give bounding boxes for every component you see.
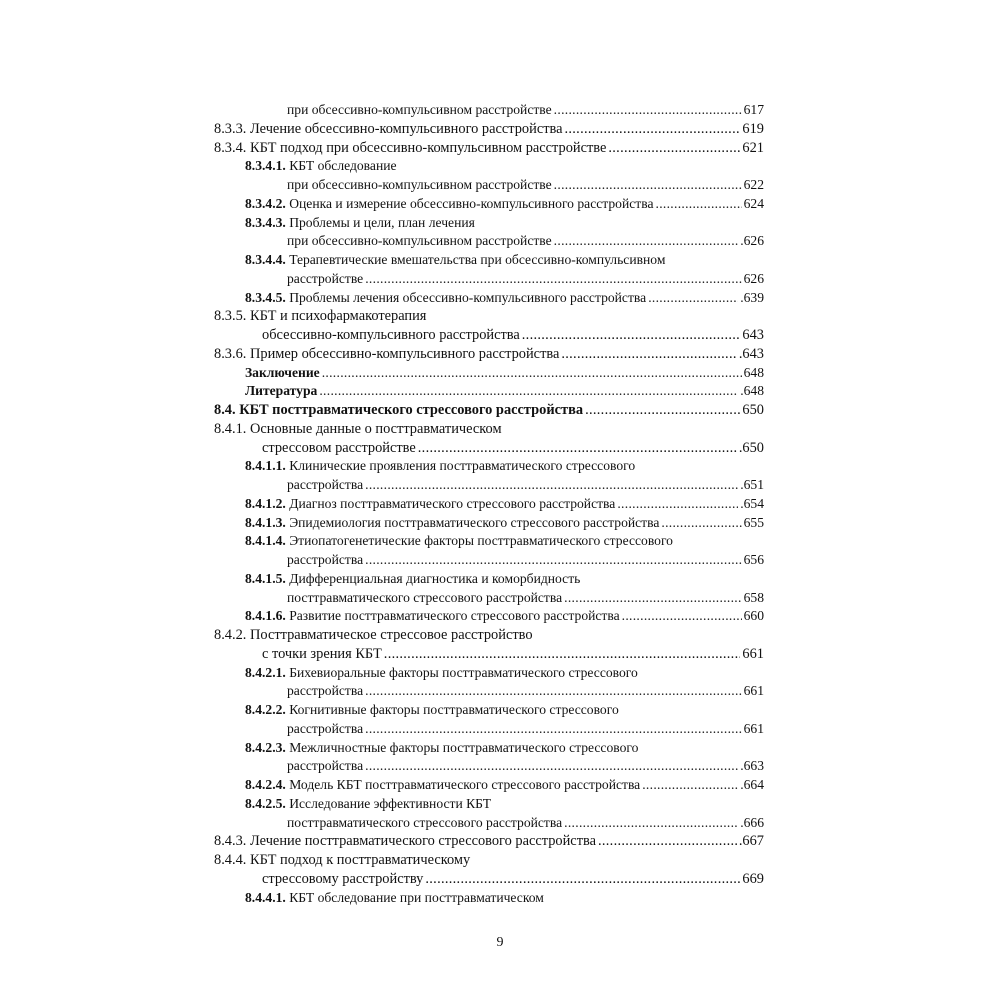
toc-entry-number: 8.4.2.4. xyxy=(245,777,286,792)
toc-entry-title: Исследование эффективности КБТ xyxy=(289,795,492,811)
toc-entry-page: .663 xyxy=(740,758,764,774)
toc-entry-number: 8.3.4.2. xyxy=(245,195,286,211)
toc-entry-title: расстройстве xyxy=(287,270,364,286)
dot-leader xyxy=(661,514,741,533)
dot-leader xyxy=(554,101,742,120)
toc-entry xyxy=(214,420,764,439)
toc-entry-title: расстройства xyxy=(287,477,364,492)
dot-leader xyxy=(656,195,742,214)
toc-entry xyxy=(214,739,764,758)
toc-entry xyxy=(214,120,764,139)
toc-entry-page: 650 xyxy=(742,402,764,418)
dot-leader xyxy=(522,326,741,345)
toc-entry-page: .651 xyxy=(740,477,764,492)
toc-entry-title: КБТ обследование при посттравматическом xyxy=(289,889,544,905)
toc-entry-number: 8.4.1. xyxy=(214,420,247,437)
toc-entry-title: Пример обсессивно-компульсивного расстройства xyxy=(250,345,560,362)
toc-entry-title: с точки зрения КБТ xyxy=(262,645,382,662)
toc-entry-title: Лечение посттравматического стрессового расстройства xyxy=(250,833,596,850)
toc-entry-page: 661 xyxy=(743,720,764,736)
toc-entry xyxy=(214,307,764,326)
toc-entry xyxy=(214,626,764,645)
toc-entry-number: 8.3.3. xyxy=(214,120,247,137)
toc-entry-number: 8.3.4.1. xyxy=(245,158,286,174)
toc-entry-title: расстройства xyxy=(287,552,364,567)
toc-entry xyxy=(214,476,764,495)
toc-entry-page: .639 xyxy=(740,289,764,305)
toc-entry xyxy=(214,607,764,626)
toc-entry-number: 8.4.2.3. xyxy=(245,739,286,755)
toc-entry-number: 8.3.4.5. xyxy=(245,289,286,305)
toc-entry-number: 8.3.6. xyxy=(214,345,247,362)
toc-entry xyxy=(214,514,764,533)
toc-entry-title: КБТ обследование xyxy=(289,158,397,174)
toc-entry-title: Литература xyxy=(245,383,318,399)
dot-leader xyxy=(365,551,741,570)
toc-entry-page: 643 xyxy=(742,327,764,343)
toc-entry-title: Проблемы лечения обсессивно-компульсивного расстройства xyxy=(289,289,647,305)
toc-entry-page: 624 xyxy=(743,195,764,211)
toc-entry-title: КБТ подход к посттравматическому xyxy=(250,852,471,868)
toc-entry xyxy=(214,289,764,308)
toc-entry-number: 8.3.5. xyxy=(214,308,247,325)
dot-leader xyxy=(564,120,740,139)
toc-entry-page: 658 xyxy=(743,589,764,605)
toc-entry-number: 8.4.1.6. xyxy=(245,608,286,624)
toc-entry-title: при обсессивно-компульсивном расстройстве xyxy=(287,233,552,249)
dot-leader xyxy=(561,345,736,364)
toc-entry-number: 8.4.2.5. xyxy=(245,795,286,811)
toc-entry-number: 8.4.2.1. xyxy=(245,664,286,680)
toc-entry-title: Лечение обсессивно-компульсивного расстройства xyxy=(250,120,563,137)
dot-leader xyxy=(418,439,737,458)
dot-leader xyxy=(598,832,737,851)
dot-leader xyxy=(564,589,741,608)
toc-entry xyxy=(214,345,764,364)
toc-entry-page: .643 xyxy=(738,345,764,362)
toc-entry-page: 656 xyxy=(743,552,764,567)
toc-entry xyxy=(214,457,764,476)
toc-entry xyxy=(214,889,764,908)
toc-entry-title: КБТ подход при обсессивно-компульсивном расстройстве xyxy=(250,139,607,156)
toc-entry-page: 619 xyxy=(742,120,764,137)
toc-entry-page: 648 xyxy=(743,364,764,380)
toc-entry xyxy=(214,157,764,176)
toc-entry xyxy=(214,701,764,720)
dot-leader xyxy=(322,364,742,383)
toc-entry xyxy=(214,364,764,383)
toc-entry-title: посттравматического стрессового расстройства xyxy=(287,814,563,830)
dot-leader xyxy=(365,720,741,739)
toc-entry xyxy=(214,795,764,814)
toc-entry-title: Бихевиоральные факторы посттравматического стрессового xyxy=(289,664,638,680)
toc-entry-title: Диагноз посттравматического стрессового расстройства xyxy=(289,495,616,511)
toc-entry xyxy=(214,551,764,570)
dot-leader xyxy=(554,176,742,195)
toc-entry xyxy=(214,851,764,870)
dot-leader xyxy=(365,476,738,495)
toc-entry-title: посттравматического стрессового расстройства xyxy=(287,589,563,605)
toc-entry xyxy=(214,495,764,514)
toc-entry-title: Эпидемиология посттравматического стрессового расстройства xyxy=(289,514,660,530)
toc-entry-title: Этиопатогенетические факторы посттравматического стрессового xyxy=(289,533,673,549)
toc-entry xyxy=(214,757,764,776)
toc-entry xyxy=(214,270,764,289)
dot-leader xyxy=(384,645,741,664)
toc-entry xyxy=(214,776,764,795)
toc-entry-title: Посттравматическое стрессовое расстройство xyxy=(250,627,533,643)
toc-entry-title: расстройства xyxy=(287,720,364,736)
toc-entry-number: 8.3.4.4. xyxy=(245,252,286,267)
toc-entry-page: 661 xyxy=(743,683,764,699)
toc-entry-number: 8.3.4. xyxy=(214,139,247,156)
toc-entry-title: Межличностные факторы посттравматического стрессового xyxy=(289,739,639,755)
toc-entry-number: 8.4.2.2. xyxy=(245,702,286,717)
toc-entry xyxy=(214,439,764,458)
toc-entry xyxy=(214,214,764,233)
dot-leader xyxy=(365,270,741,289)
toc-entry-number: 8.4.4. xyxy=(214,852,247,868)
toc-entry xyxy=(214,570,764,589)
toc-entry-title: Оценка и измерение обсессивно-компульсивного расстройства xyxy=(289,195,654,211)
toc-entry-page: .648 xyxy=(740,383,764,399)
dot-leader xyxy=(648,289,738,308)
toc-entry-title: КБТ и психофармакотерапия xyxy=(250,308,427,325)
toc-entry-number: 8.4. xyxy=(214,402,236,418)
toc-entry-title: Развитие посттравматического стрессового расстройства xyxy=(289,608,620,624)
toc-entry-page: 660 xyxy=(743,608,764,624)
toc-entry-title: Основные данные о посттравматическом xyxy=(250,420,502,437)
toc-entry xyxy=(214,645,764,664)
toc-entry xyxy=(214,664,764,683)
dot-leader xyxy=(319,382,738,401)
toc-entry-number: 8.3.4.3. xyxy=(245,214,286,230)
toc-entry xyxy=(214,382,764,401)
toc-entry xyxy=(214,101,764,120)
toc-entry-title: Модель КБТ посттравматического стрессового расстройства xyxy=(289,777,641,792)
toc-entry-page: 622 xyxy=(743,177,764,192)
toc-entry xyxy=(214,326,764,345)
toc-entry-title: КБТ посттравматического стрессового расстройства xyxy=(239,402,584,418)
dot-leader xyxy=(554,232,739,251)
dot-leader xyxy=(617,495,738,514)
toc-entry-title: расстройства xyxy=(287,758,364,774)
toc-entry xyxy=(214,832,764,851)
toc-entry-title: Заключение xyxy=(245,364,320,380)
toc-entry-title: стрессовому расстройству xyxy=(262,870,424,887)
toc-entry-title: обсессивно-компульсивного расстройства xyxy=(262,327,520,343)
table-of-contents xyxy=(214,101,764,907)
toc-entry-title: при обсессивно-компульсивном расстройстве xyxy=(287,177,552,192)
toc-entry-page: .650 xyxy=(738,439,764,456)
toc-entry-title: Проблемы и цели, план лечения xyxy=(289,214,475,230)
dot-leader xyxy=(608,139,740,158)
toc-entry-page: .667 xyxy=(738,833,764,850)
toc-entry-title: стрессовом расстройстве xyxy=(262,439,416,456)
toc-entry xyxy=(214,814,764,833)
toc-entry-number: 8.4.4.1. xyxy=(245,889,286,905)
toc-entry-title: расстройства xyxy=(287,683,364,699)
toc-entry-title: Клинические проявления посттравматического стрессового xyxy=(289,458,636,474)
toc-entry-number: 8.4.2. xyxy=(214,627,247,643)
toc-entry xyxy=(214,401,764,420)
dot-leader xyxy=(564,814,738,833)
dot-leader xyxy=(365,682,741,701)
toc-entry-title: Терапевтические вмешательства при обсессивно-компульсивном xyxy=(289,252,666,267)
toc-entry xyxy=(214,139,764,158)
toc-entry xyxy=(214,251,764,270)
dot-leader xyxy=(622,607,742,626)
toc-entry-number: 8.4.1.4. xyxy=(245,533,286,549)
toc-entry xyxy=(214,870,764,889)
toc-entry-page: 655 xyxy=(743,514,764,530)
toc-entry xyxy=(214,176,764,195)
toc-entry xyxy=(214,232,764,251)
toc-entry-page: .666 xyxy=(740,814,764,830)
toc-entry-page: 621 xyxy=(742,139,764,156)
toc-entry-title: Когнитивные факторы посттравматического стрессового xyxy=(289,702,619,717)
toc-entry xyxy=(214,195,764,214)
toc-entry-title: при обсессивно-компульсивном расстройстве xyxy=(287,102,552,117)
toc-entry-number: 8.4.3. xyxy=(214,833,247,850)
toc-entry xyxy=(214,720,764,739)
dot-leader xyxy=(585,401,740,420)
toc-entry-page: .654 xyxy=(740,495,764,511)
toc-entry xyxy=(214,682,764,701)
toc-entry-page: .626 xyxy=(740,233,764,249)
toc-entry-title: Дифференциальная диагностика и коморбидность xyxy=(289,570,581,586)
toc-entry-number: 8.4.1.5. xyxy=(245,570,286,586)
dot-leader xyxy=(642,776,738,795)
toc-entry-number: 8.4.1.3. xyxy=(245,514,286,530)
toc-entry xyxy=(214,589,764,608)
toc-entry-page: 661 xyxy=(742,645,764,662)
toc-entry xyxy=(214,532,764,551)
toc-entry-page: 617 xyxy=(743,102,764,117)
toc-entry-number: 8.4.1.1. xyxy=(245,458,286,474)
page-number: 9 xyxy=(496,935,504,950)
toc-entry-page: .664 xyxy=(740,777,764,792)
dot-leader xyxy=(365,757,738,776)
toc-entry-page: 626 xyxy=(743,270,764,286)
toc-entry-page: 669 xyxy=(742,870,764,887)
toc-entry-number: 8.4.1.2. xyxy=(245,495,286,511)
dot-leader xyxy=(425,870,740,889)
